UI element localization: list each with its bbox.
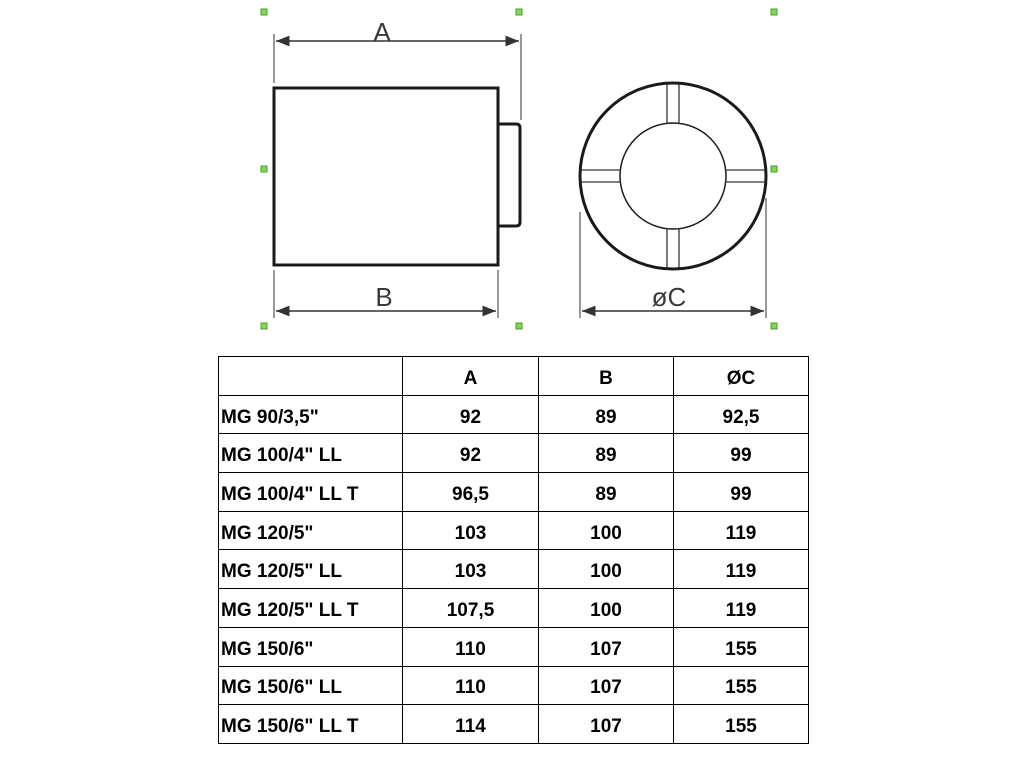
side-view [274,17,521,318]
cell-b: 100 [539,511,674,550]
fan-ribs [581,84,765,268]
cell-b: 100 [539,550,674,589]
handle-bottom-middle[interactable] [516,323,522,329]
cell-a: 107,5 [403,589,539,628]
cell-c: 119 [674,589,809,628]
cell-a: 114 [403,705,539,744]
cell-c: 99 [674,473,809,512]
cell-a: 110 [403,666,539,705]
cell-c: 92,5 [674,395,809,434]
table-row [219,666,809,705]
table-header-row [219,357,809,396]
header-a: A [403,357,539,396]
cell-c: 155 [674,627,809,666]
handle-bottom-right[interactable] [771,323,777,329]
handle-bottom-left[interactable] [261,323,267,329]
cell-model: MG 150/6" LL T [219,705,403,744]
table-row [219,434,809,473]
handle-top-right[interactable] [771,9,777,15]
handle-top-left[interactable] [261,9,267,15]
handle-middle-left[interactable] [261,166,267,172]
dimension-label-b: B [375,282,393,312]
handle-top-middle[interactable] [516,9,522,15]
cell-b: 100 [539,589,674,628]
cell-model: MG 120/5" [219,511,403,550]
table-row [219,705,809,744]
cell-a: 103 [403,550,539,589]
cell-c: 119 [674,511,809,550]
cell-model: MG 120/5" LL [219,550,403,589]
header-c: ØC [674,357,809,396]
table-row [219,395,809,434]
cell-c: 155 [674,705,809,744]
table-row [219,511,809,550]
cell-c: 155 [674,666,809,705]
cell-a: 92 [403,434,539,473]
dimension-label-a: A [373,17,391,47]
table-row [219,589,809,628]
cell-b: 89 [539,434,674,473]
cell-b: 89 [539,473,674,512]
fan-body-outline [274,88,498,265]
cell-c: 119 [674,550,809,589]
fan-inner-opening [620,123,726,229]
cell-model: MG 100/4" LL [219,434,403,473]
header-model [219,357,403,396]
cell-b: 89 [539,395,674,434]
cell-b: 107 [539,705,674,744]
cell-b: 107 [539,666,674,705]
table-row [219,627,809,666]
dimensions-table [218,356,809,744]
cell-model: MG 100/4" LL T [219,473,403,512]
cell-model: MG 90/3,5" [219,395,403,434]
cell-model: MG 150/6" [219,627,403,666]
cell-b: 107 [539,627,674,666]
handle-middle-right[interactable] [771,166,777,172]
cell-a: 103 [403,511,539,550]
fan-outer-ring [580,83,766,269]
technical-drawing [0,0,1024,340]
dimension-label-c: øC [651,282,687,312]
table-row [219,550,809,589]
header-b: B [539,357,674,396]
cell-c: 99 [674,434,809,473]
cell-a: 92 [403,395,539,434]
cell-a: 110 [403,627,539,666]
cell-a: 96,5 [403,473,539,512]
cell-model: MG 120/5" LL T [219,589,403,628]
cell-model: MG 150/6" LL [219,666,403,705]
front-view [580,83,766,318]
fan-back-motor-outline [498,124,520,226]
table-row [219,473,809,512]
